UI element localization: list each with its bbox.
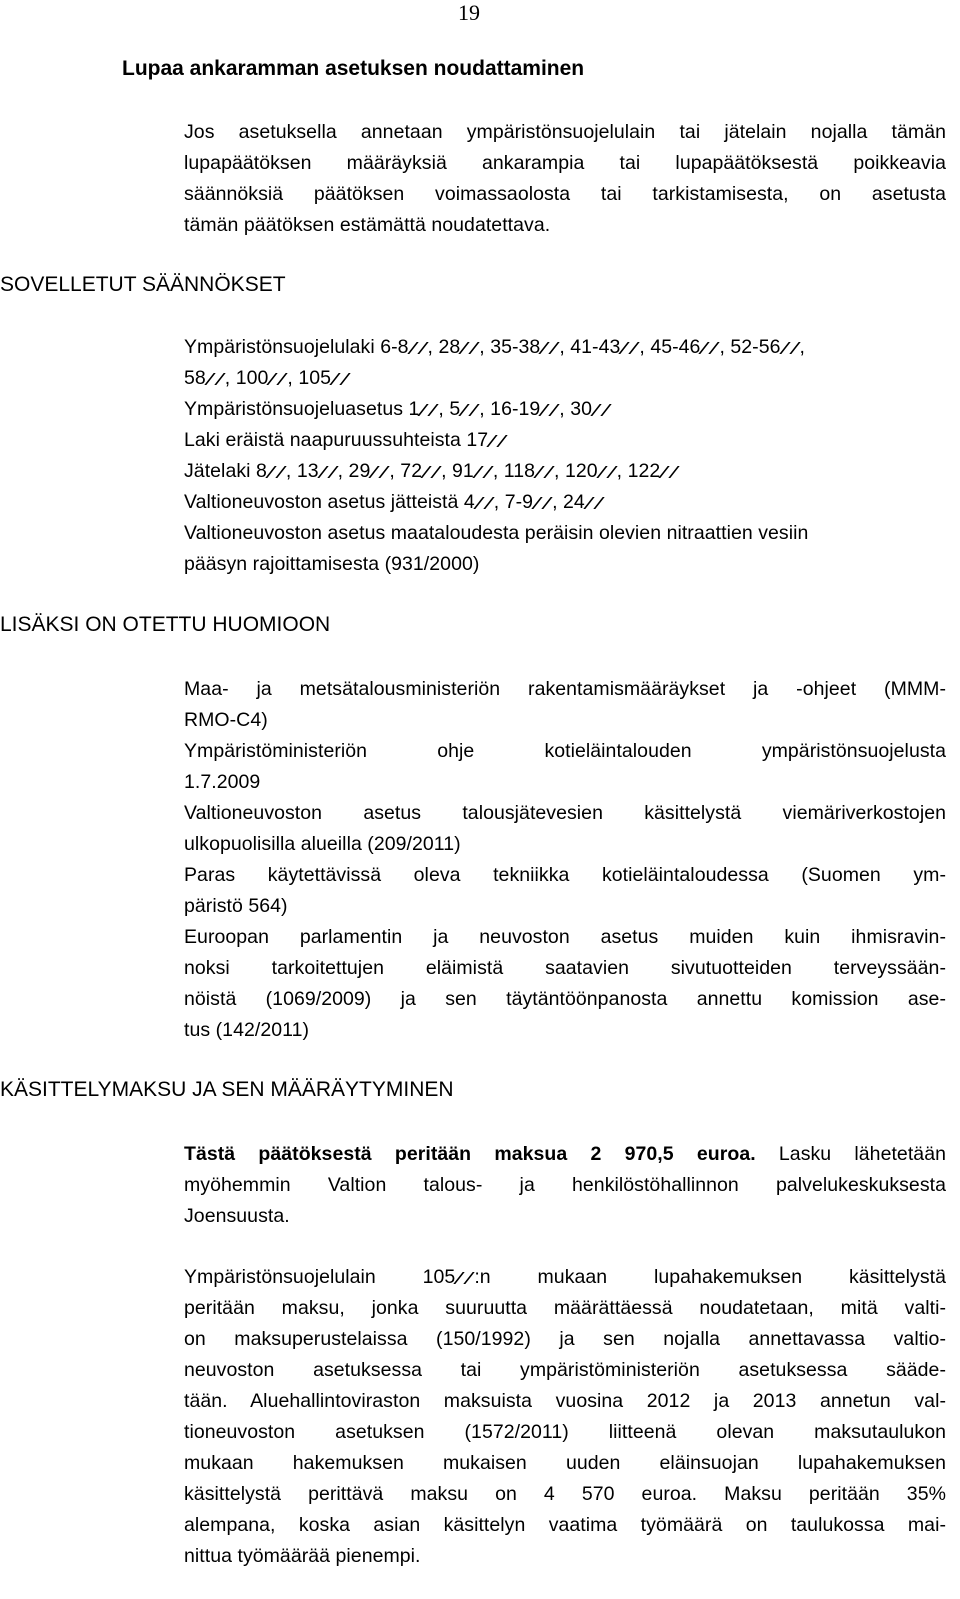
intro-line: säännöksiä päätöksen voimassaolosta tai tarkistamisesta, on asetusta — [184, 183, 946, 205]
regulation-text: 58 — [184, 367, 206, 389]
considered-line: Maa- ja metsätalousministeriön rakentamismääräykset ja -ohjeet (MMM- — [184, 678, 946, 700]
regulation-text: , 5 — [438, 398, 461, 420]
considered-line: 1.7.2009 — [184, 771, 261, 793]
considered-line: RMO-C4) — [184, 709, 268, 731]
section-sign-icon — [329, 373, 350, 385]
regulation-text: , 28 — [427, 336, 461, 358]
regulation-text: , 72 — [389, 460, 423, 482]
section-sign-icon — [533, 466, 554, 478]
considered-line: päristö 564) — [184, 895, 288, 917]
section-sign-icon — [699, 342, 720, 354]
section-sign-icon — [265, 466, 286, 478]
regulation-text: , 105 — [287, 367, 332, 389]
fee-basis-line: tään. Aluehallintoviraston maksuista vuosina 2012 ja 2013 annetun val- — [184, 1390, 946, 1412]
fee-basis-text: :n mukaan lupahakemuksen käsittelystä — [474, 1266, 946, 1288]
section-sign-icon — [420, 466, 441, 478]
considered-line: Valtioneuvoston asetus talousjätevesien käsittelystä viemäriverkostojen — [184, 802, 946, 824]
fee-line — [184, 1142, 946, 1166]
page-number: 19 — [458, 0, 480, 25]
section-sign-icon — [369, 466, 390, 478]
intro-line: tämän päätöksen estämättä noudatettava. — [184, 214, 551, 236]
regulation-text: Laki eräistä naapuruussuhteista 17 — [184, 429, 489, 451]
heading-also-considered: LISÄKSI ON OTETTU HUOMIOON — [0, 613, 331, 636]
intro-line: lupapäätöksen määräyksiä ankarampia tai lupapäätöksestä poikkeavia — [184, 152, 946, 174]
regulation-line — [184, 428, 507, 452]
regulation-text: , 52-56 — [719, 336, 781, 358]
regulation-line — [184, 397, 611, 421]
fee-basis-line: käsittelystä perittävä maksu on 4 570 euroa. Maksu peritään 35% — [184, 1483, 946, 1505]
section-sign-icon — [531, 497, 552, 509]
heading-applied-regulations: SOVELLETUT SÄÄNNÖKSET — [0, 273, 286, 296]
regulation-text: , — [799, 336, 805, 358]
regulation-text: Jätelaki 8 — [184, 460, 267, 482]
fee-basis-line: nittua työmäärää pienempi. — [184, 1545, 421, 1567]
regulation-text: , 118 — [492, 460, 536, 482]
regulation-text: Ympäristönsuojelulaki 6-8 — [184, 336, 409, 358]
fee-basis-line — [184, 1265, 946, 1289]
intro-line: Jos asetuksella annetaan ympäristönsuojelulain tai jätelain nojalla tämän — [184, 121, 946, 143]
section-sign-icon — [590, 404, 611, 416]
section-sign-icon — [596, 466, 617, 478]
fee-line: Joensuusta. — [184, 1205, 290, 1227]
regulation-text: , 45-46 — [639, 336, 701, 358]
considered-line: nöistä (1069/2009) ja sen täytäntöönpanosta annettu komission ase- — [184, 988, 946, 1010]
section-sign-icon — [472, 466, 493, 478]
regulation-line — [184, 335, 805, 359]
regulation-line — [184, 366, 350, 390]
section-sign-icon — [539, 342, 560, 354]
fee-basis-text: Ympäristönsuojelulain 105 — [184, 1266, 456, 1288]
considered-line: Euroopan parlamentin ja neuvoston asetus muiden kuin ihmisravin- — [184, 926, 946, 948]
fee-basis-line: on maksuperustelaissa (150/1992) ja sen nojalla annettavassa valtio- — [184, 1328, 946, 1350]
considered-line: ulkopuolisilla alueilla (209/2011) — [184, 833, 461, 855]
fee-basis-line: alempana, koska asian käsittelyn vaatima työmäärä on taulukossa mai- — [184, 1514, 946, 1536]
regulation-text: , 35-38 — [479, 336, 541, 358]
section-sign-icon — [407, 342, 428, 354]
section-sign-icon — [583, 497, 604, 509]
regulation-text: , 13 — [285, 460, 319, 482]
regulation-text: Ympäristönsuojeluasetus 1 — [184, 398, 420, 420]
considered-line: Ympäristöministeriön ohje kotieläintalouden ympäristönsuojelusta — [184, 740, 946, 762]
regulation-text: , 16-19 — [479, 398, 541, 420]
heading-processing-fee: KÄSITTELYMAKSU JA SEN MÄÄRÄYTYMINEN — [0, 1078, 454, 1101]
section-sign-icon — [659, 466, 680, 478]
fee-text: Lasku lähetetään — [755, 1143, 946, 1165]
section-sign-icon — [779, 342, 800, 354]
regulation-line — [184, 521, 808, 545]
fee-basis-line: tioneuvoston asetuksen (1572/2011) liitteenä olevan maksutaulukon — [184, 1421, 946, 1443]
regulation-line — [184, 459, 679, 483]
regulation-text: , 120 — [554, 460, 598, 482]
regulation-text: Valtioneuvoston asetus maataloudesta peräisin olevien nitraattien vesiin — [184, 522, 809, 544]
regulation-text: , 122 — [616, 460, 661, 482]
fee-basis-line: peritään maksu, jonka suuruutta määrättäessä noudatetaan, mitä valti- — [184, 1297, 946, 1319]
regulation-line — [184, 552, 479, 576]
regulation-text: , 41-43 — [559, 336, 621, 358]
regulation-text: , 24 — [552, 491, 585, 513]
section-sign-icon — [539, 404, 560, 416]
fee-amount-sentence: Tästä päätöksestä peritään maksua 2 970,5 euroa. — [184, 1143, 756, 1165]
section-sign-icon — [459, 342, 480, 354]
fee-line: myöhemmin Valtion talous- ja henkilöstöhallinnon palvelukeskuksesta — [184, 1174, 946, 1196]
considered-line: Paras käytettävissä oleva tekniikka kotieläintaloudessa (Suomen ym- — [184, 864, 946, 886]
regulation-text: , 100 — [224, 367, 269, 389]
section-sign-icon — [473, 497, 494, 509]
regulation-text: , 7-9 — [493, 491, 534, 513]
section-title: Lupaa ankaramman asetuksen noudattaminen — [122, 57, 585, 80]
section-sign-icon — [267, 373, 288, 385]
regulation-text: pääsyn rajoittamisesta (931/2000) — [184, 553, 480, 575]
regulation-line — [184, 490, 604, 514]
regulation-text: Valtioneuvoston asetus jätteistä 4 — [184, 491, 475, 513]
section-sign-icon — [317, 466, 338, 478]
section-sign-icon — [418, 404, 439, 416]
section-sign-icon — [619, 342, 640, 354]
fee-basis-line: neuvoston asetuksessa tai ympäristöministeriön asetuksessa sääde- — [184, 1359, 946, 1381]
section-sign-icon — [486, 435, 507, 447]
regulation-text: , 30 — [559, 398, 593, 420]
considered-line: noksi tarkoitettujen eläimistä saatavien sivutuotteiden terveyssään- — [184, 957, 946, 979]
section-sign-icon — [204, 373, 225, 385]
regulation-text: , 29 — [337, 460, 371, 482]
fee-basis-line: mukaan hakemuksen mukaisen uuden eläinsuojan lupahakemuksen — [184, 1452, 946, 1474]
regulation-text: , 91 — [441, 460, 474, 482]
section-sign-icon — [454, 1272, 475, 1284]
considered-line: tus (142/2011) — [184, 1019, 310, 1041]
section-sign-icon — [459, 404, 480, 416]
